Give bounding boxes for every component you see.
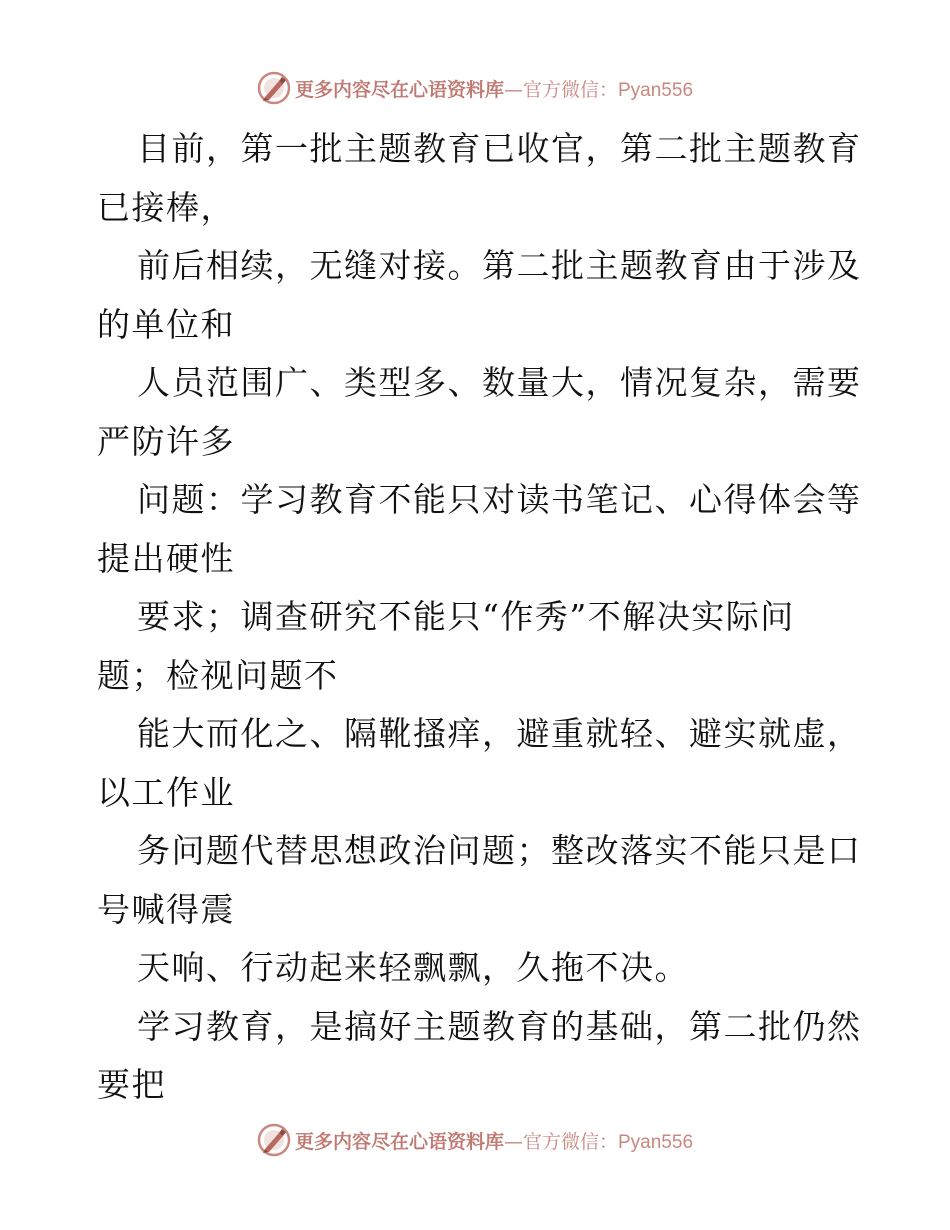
body-line: 提出硬性 <box>97 538 235 578</box>
watermark-handle: Pyan556 <box>618 1131 694 1153</box>
body-line: 务问题代替思想政治问题；整改落实不能只是口 <box>137 831 862 870</box>
body-line: 前后相续，无缝对接。第二批主题教育由于涉及 <box>137 246 862 285</box>
body-line: 题；检视问题不 <box>97 655 339 695</box>
header-watermark <box>0 68 950 108</box>
body-line: 要把 <box>97 1065 166 1104</box>
body-line: 要求；调查研究不能只“作秀”不解决实际问 <box>137 597 795 636</box>
watermark-prefix: 更多内容尽在心语资料库 <box>294 1130 504 1153</box>
watermark-handle: Pyan556 <box>618 79 694 101</box>
body-line: 学习教育，是搞好主题教育的基础，第二批仍然 <box>137 1006 862 1046</box>
watermark-text <box>295 75 693 102</box>
watermark-dash: — <box>503 78 523 101</box>
body-line: 目前，第一批主题教育已收官，第二批主题教育 <box>137 129 862 168</box>
body-line: 的单位和 <box>97 304 235 344</box>
body-line: 能大而化之、隔靴搔痒，避重就轻、避实就虚， <box>137 714 862 753</box>
footer-watermark <box>0 1120 950 1160</box>
pen-logo-icon <box>257 1123 291 1157</box>
body-line: 严防许多 <box>97 421 235 461</box>
body-line: 以工作业 <box>97 772 235 812</box>
watermark-text <box>295 1127 693 1154</box>
body-line: 已接棒， <box>97 187 235 227</box>
document-body <box>97 120 862 1115</box>
pen-logo-icon <box>257 71 291 105</box>
watermark-prefix: 更多内容尽在心语资料库 <box>294 78 504 101</box>
body-line: 号喊得震 <box>97 889 235 929</box>
body-line: 问题：学习教育不能只对读书笔记、心得体会等 <box>137 480 862 519</box>
body-line: 天响、行动起来轻飘飘，久拖不决。 <box>137 948 689 987</box>
watermark-middle: 官方微信： <box>522 78 618 101</box>
body-line: 人员范围广、类型多、数量大，情况复杂，需要 <box>137 363 862 402</box>
watermark-middle: 官方微信： <box>522 1130 618 1153</box>
watermark-dash: — <box>503 1130 523 1153</box>
